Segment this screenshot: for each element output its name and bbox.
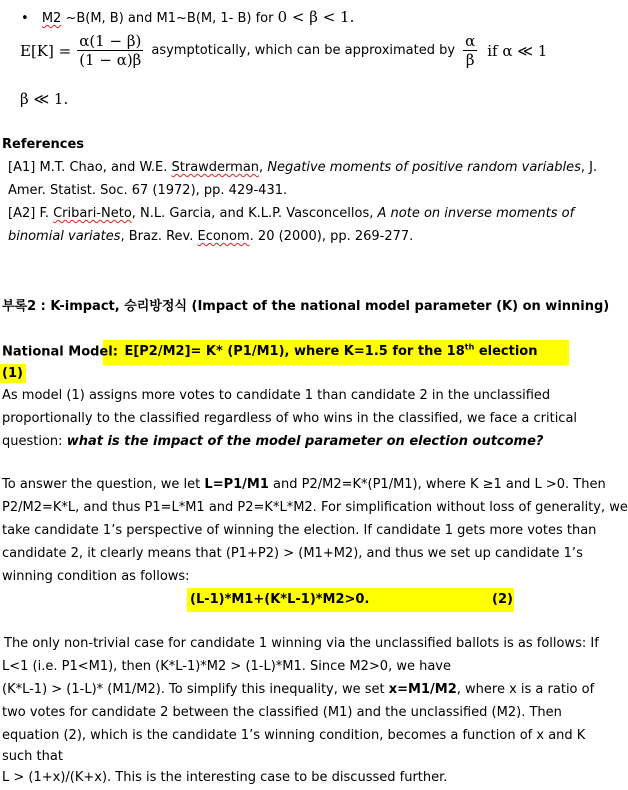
reference-a1-title: Negative moments of positive random variables bbox=[267, 160, 581, 175]
reference-a2-pre: [A2] F. bbox=[8, 206, 54, 221]
reference-a1-sep: , bbox=[259, 160, 268, 175]
reference-a2-line1 bbox=[8, 206, 574, 221]
appendix-title: 부록2 : K-impact, 승리방정식 (Impact of the national model parameter (K) on winning) bbox=[2, 299, 610, 314]
reference-a2-end: . 20 (2000), pp. 269-277. bbox=[249, 229, 414, 244]
bullet-text bbox=[42, 11, 278, 26]
para3-l3-bold: x=M1/M2 bbox=[388, 682, 457, 697]
approx-condition: if α ≪ 1 bbox=[487, 41, 548, 60]
para3-line6: such that bbox=[2, 749, 63, 764]
equation-numerator: α(1 − β) bbox=[79, 32, 142, 50]
reference-a2-mid: , Braz. Rev. bbox=[120, 229, 198, 244]
para1-line2: proportionally to the classified regardless of who wins in the classified, we face a critical bbox=[2, 411, 578, 426]
national-model-equation bbox=[124, 344, 537, 359]
para1-line3 bbox=[2, 434, 543, 449]
bullet-symbol: • bbox=[21, 11, 29, 26]
reference-a2-line2 bbox=[8, 229, 413, 244]
para1-question-label: question: bbox=[2, 434, 67, 449]
para2-line3: take candidate 1’s perspective of winning the election. If candidate 1 gets more votes than bbox=[2, 523, 597, 538]
approx-fraction bbox=[463, 32, 477, 69]
para3-line5: equation (2), which is the candidate 1’s winning condition, becomes a function of x and K bbox=[2, 728, 586, 743]
reference-a1-authors: [A1] M.T. Chao, and W.E. bbox=[8, 160, 172, 175]
para3-line4: two votes for candidate 2 between the classified (M1) and the unclassified (M2). Then bbox=[2, 705, 562, 720]
bullet-line bbox=[21, 8, 354, 26]
para2-l1-pre: To answer the question, we let bbox=[2, 477, 205, 492]
equation2-text: (L-1)*M1+(K*L-1)*M2>0. bbox=[190, 592, 370, 607]
bullet-condition: 0 < β < 1. bbox=[277, 8, 355, 26]
reference-a1-line1 bbox=[8, 160, 597, 175]
para3-line2: L<1 (i.e. P1<M1), then (K*L-1)*M2 > (1-L)*M1. Since M2>0, we have bbox=[2, 659, 451, 674]
para2-l1-bold: L=P1/M1 bbox=[204, 477, 269, 492]
para3-l3-post: , where x is a ratio of bbox=[456, 682, 595, 697]
approx-denominator: β bbox=[463, 50, 477, 69]
reference-a2-squiggle: Cribari-Neto bbox=[53, 206, 132, 221]
national-model-eqnum: (1) bbox=[0, 364, 26, 383]
reference-a2-squiggle2: Econom bbox=[197, 229, 250, 244]
reference-a2-title2: binomial variates bbox=[8, 229, 121, 244]
para2-line1 bbox=[2, 477, 606, 492]
reference-a1-line2: Amer. Statist. Soc. 67 (1972), pp. 429-431. bbox=[8, 183, 288, 198]
reference-a2-authors: , N.L. Garcia, and K.L.P. Vasconcellos, bbox=[131, 206, 378, 221]
para1-line1: As model (1) assigns more votes to candidate 1 than candidate 2 in the unclassified bbox=[2, 388, 551, 403]
equation-middle-text: asymptotically, which can be approximated by bbox=[151, 43, 456, 58]
reference-a2-title: A note on inverse moments of bbox=[377, 206, 575, 221]
para2-line5: winning condition as follows: bbox=[2, 569, 190, 584]
national-model-sup: th bbox=[464, 343, 475, 352]
para2-l1-post: and P2/M2=K*(P1/M1), where K ≥1 and L >0. Then bbox=[268, 477, 606, 492]
para3-l3-pre: (K*L-1) > (1-L)* (M1/M2). To simplify this inequality, we set bbox=[2, 682, 389, 697]
national-model-label: National Model: bbox=[2, 344, 123, 360]
equation-lhs: E[K] = bbox=[20, 41, 72, 60]
national-model-eq-post: election bbox=[474, 344, 538, 360]
national-model-line bbox=[2, 343, 537, 359]
national-model-eq-pre: E[P2/M2]= K* (P1/M1), where K=1.5 for the 18 bbox=[124, 344, 465, 360]
para1-question: what is the impact of the model parameter on election outcome? bbox=[66, 434, 544, 449]
para2-line2: P2/M2=K*L, and thus P1=L*M1 and P2=K*L*M2. For simplification without loss of generality, we bbox=[2, 500, 628, 515]
para3-line7: L > (1+x)/(K+x). This is the interesting case to be discussed further. bbox=[2, 770, 448, 785]
equation-denominator: (1 − α)β bbox=[79, 51, 142, 69]
expectation-equation bbox=[20, 32, 547, 69]
para2-line4: candidate 2, it clearly means that (P1+P2) > (M1+M2), and thus we set up candidate 1’s bbox=[2, 546, 583, 561]
bullet-text-rest: ~B(M, B) and M1~B(M, 1- B) for bbox=[61, 11, 278, 26]
equation-fraction bbox=[77, 32, 143, 69]
equation2-number: (2) bbox=[492, 592, 513, 607]
references-heading: References bbox=[2, 137, 85, 152]
reference-a1-post: , J. bbox=[580, 160, 598, 175]
para3-line1: The only non-trivial case for candidate 1 winning via the unclassified ballots is as follows: If bbox=[4, 636, 599, 651]
para3-line3 bbox=[2, 682, 594, 697]
approx-numerator: α bbox=[465, 32, 476, 50]
reference-a1-squiggle: Strawderman bbox=[171, 160, 260, 175]
approx-condition-2: β ≪ 1. bbox=[20, 90, 69, 108]
bullet-squiggle-word: M2 bbox=[41, 11, 62, 26]
